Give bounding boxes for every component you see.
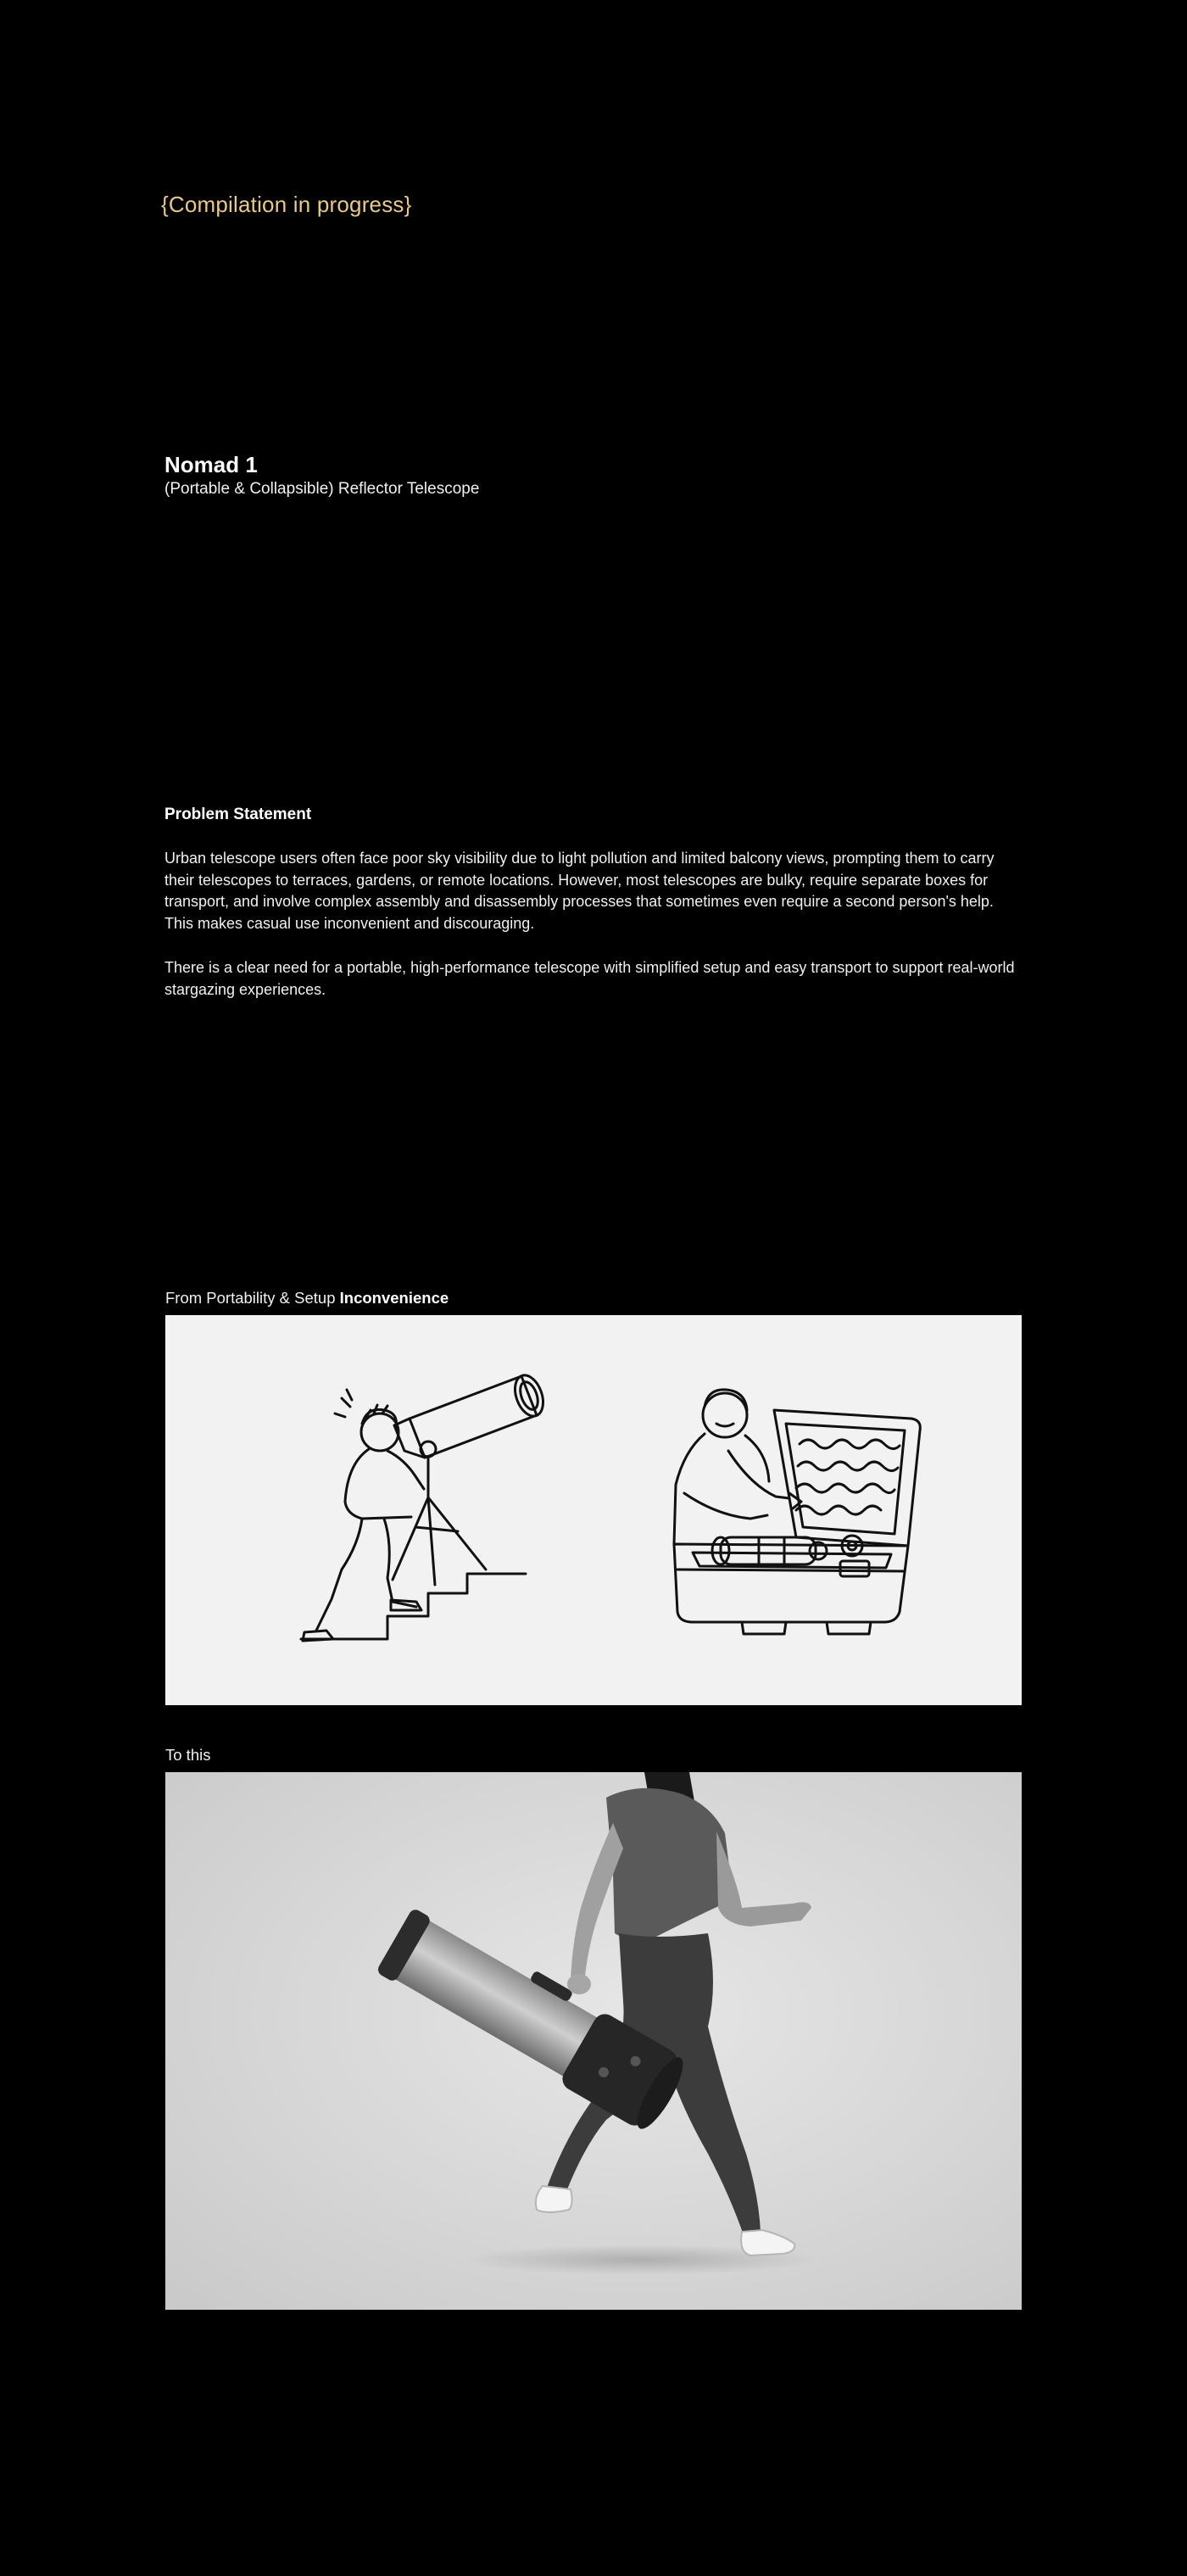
- man-unpacking-telescope-case-icon: [674, 1390, 920, 1634]
- man-climbing-stairs-with-telescope-icon: [301, 1371, 549, 1641]
- problem-paragraph-1: Urban telescope users often face poor sky visibility due to light pollution and limited balcony views, prompting them to carry their telescopes to terraces, gardens, or remote locations. However, most telescopes are bulky, require separate boxes for transport, and involve complex assembly and disassembly processes that sometimes even require a second person's help. This makes casual use inconvenient and discouraging.: [164, 850, 995, 932]
- woman-carrying-collapsed-telescope-icon: [165, 1772, 1022, 2310]
- before-caption-emphasis: Inconvenience: [339, 1289, 449, 1307]
- project-subtitle: (Portable & Collapsible) Reflector Telescope: [164, 480, 480, 498]
- woman-carrying-telescope-photo: [165, 1772, 1022, 2310]
- project-title: Nomad 1: [164, 452, 258, 477]
- before-caption-prefix: From Portability & Setup: [165, 1289, 340, 1307]
- problem-paragraph-2: There is a clear need for a portable, high-performance telescope with simplified setup and easy transport to support real-world stargazing experiences.: [164, 959, 1015, 998]
- status-label: {Compilation in progress}: [161, 192, 412, 217]
- problem-statement-heading: Problem Statement: [164, 806, 312, 823]
- before-caption: [165, 1289, 449, 1308]
- after-caption: To this: [165, 1746, 211, 1764]
- inconvenience-illustration: [165, 1315, 1022, 1705]
